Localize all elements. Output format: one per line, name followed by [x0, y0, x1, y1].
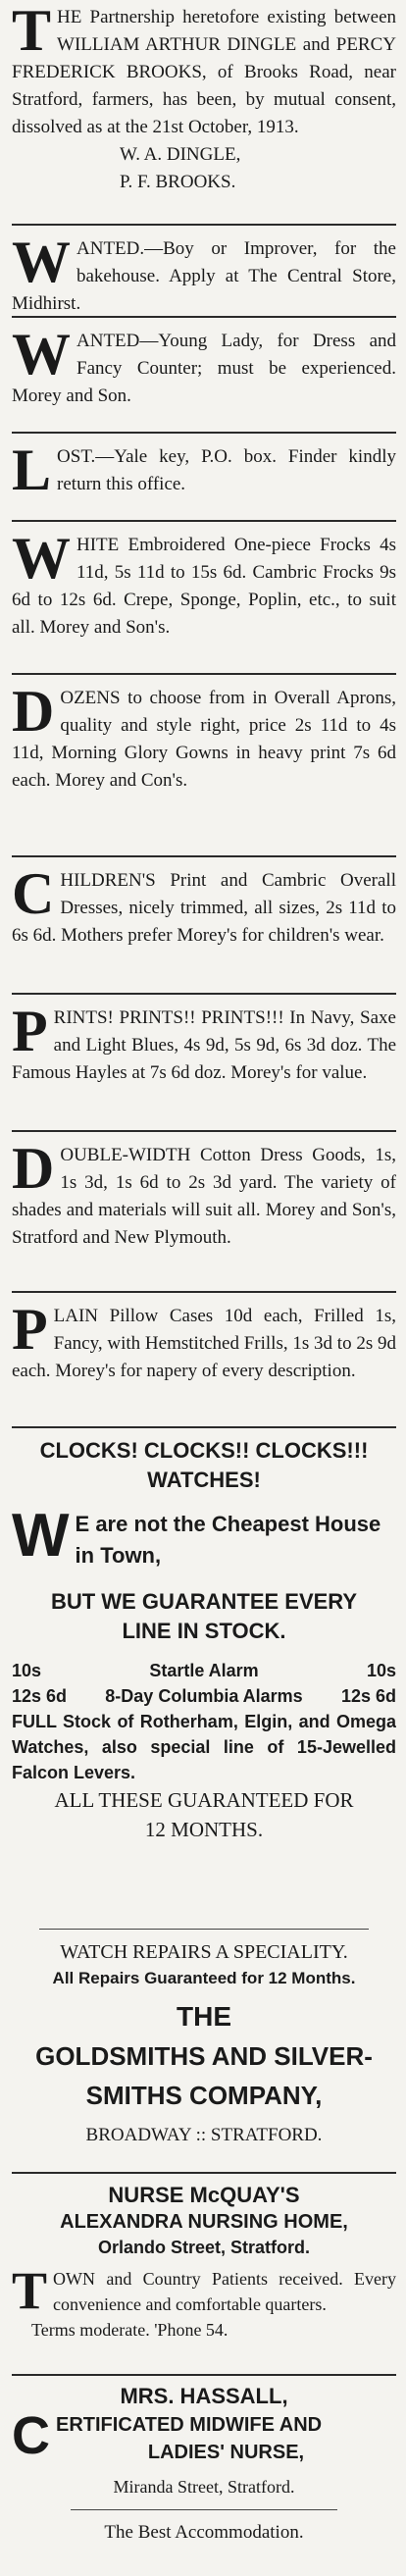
pillow-cases-text: PLAIN Pillow Cases 10d each, Frilled 1s, Fancy, with Hemstitched Frills, 1s 3d to 2s 9d each. Morey's for napery of every description.	[12, 1303, 396, 1381]
columbia-label: 8-Day Columbia Alarms	[105, 1686, 303, 1706]
columbia-price-right: 12s 6d	[340, 1686, 396, 1706]
startle-price-right: 10s	[366, 1661, 396, 1680]
drop-cap: T	[12, 2261, 48, 2320]
drop-cap: W	[12, 532, 71, 591]
drop-cap: W	[12, 328, 71, 386]
goldsmiths-ad	[12, 1938, 396, 2150]
the-label: THE	[177, 2001, 231, 2032]
divider	[12, 2374, 396, 2376]
all-guaranteed-2: 12 MONTHS.	[144, 1818, 264, 1841]
clocks-headline: CLOCKS! CLOCKS!! CLOCKS!!!	[39, 1438, 369, 1463]
hassall-name: MRS. HASSALL,	[120, 2384, 288, 2408]
divider	[12, 855, 396, 857]
drop-cap: W	[12, 235, 71, 294]
drop-cap: D	[12, 1142, 55, 1201]
partnership-notice	[12, 4, 396, 196]
all-guaranteed-1: ALL THESE GUARANTEED FOR	[54, 1788, 354, 1812]
lost-text: LOST.—Yale key, P.O. box. Finder kindly return this office.	[12, 443, 396, 498]
prints-ad	[12, 1005, 396, 1087]
columbia-alarm-row	[12, 1683, 396, 1709]
double-width-text: DOUBLE-WIDTH Cotton Dress Goods, 1s, 1s 3d, 1s 6d to 2s 3d yard. The variety of shades and materials will suit all. Morey and Son's, Stratford and New Plymouth.	[12, 1142, 396, 1248]
wanted-lady-ad	[12, 328, 396, 410]
drop-cap: T	[12, 4, 52, 63]
divider	[12, 673, 396, 675]
divider	[12, 1426, 396, 1428]
divider	[12, 993, 396, 995]
drop-cap: D	[12, 685, 55, 744]
hassall-ad	[12, 2382, 396, 2546]
company-address: BROADWAY :: STRATFORD.	[85, 2125, 323, 2145]
wanted-lady-text: WANTED—Young Lady, for Dress and Fancy Counter; must be experienced. Morey and Son.	[12, 328, 396, 406]
startle-label: Startle Alarm	[149, 1661, 259, 1680]
nurse-street: Orlando Street, Stratford.	[97, 2238, 311, 2257]
pillow-cases-ad	[12, 1303, 396, 1385]
watch-repairs-text: WATCH REPAIRS A SPECIALITY.	[60, 1941, 348, 1963]
drop-cap: W	[12, 1502, 70, 1570]
full-stock-text: FULL Stock of Rotherham, Elgin, and Omega Watches, also special line of 15-Jewelled Falcon Levers.	[12, 1712, 396, 1782]
hassall-title: CERTIFICATED MIDWIFE AND LADIES' NURSE,	[12, 2406, 323, 2465]
drop-cap: P	[12, 1303, 48, 1362]
divider	[12, 1130, 396, 1132]
dozens-ad	[12, 685, 396, 795]
watches-headline: WATCHES!	[147, 1468, 261, 1492]
guarantee-line-1: BUT WE GUARANTEE EVERY	[50, 1589, 358, 1614]
clocks-ad	[12, 1436, 396, 1844]
nurse-mcquay-ad	[12, 2182, 396, 2343]
drop-cap: C	[12, 867, 55, 926]
nurse-text: TOWN and Country Patients received. Every convenience and comfortable quarters.	[12, 2261, 396, 2320]
double-width-ad	[12, 1142, 396, 1252]
startle-price-left: 10s	[12, 1661, 42, 1680]
white-frocks-text: WHITE Embroidered One-piece Frocks 4s 11d, 5s 11d to 15s 6d. Cambric Frocks 9s 6d to 12s 6d. Crepe, Sponge, Poplin, etc., to suit all. Morey and Son's.	[12, 532, 396, 638]
childrens-text: CHILDREN'S Print and Cambric Overall Dresses, nicely trimmed, all sizes, 2s 11d to 6s 6d. Mothers prefer Morey's for children's wear.	[12, 867, 396, 946]
not-cheapest-text: W E are not the Cheapest House in Town,	[12, 1502, 381, 1570]
startle-alarm-row	[12, 1658, 396, 1683]
columbia-price-left: 12s 6d	[12, 1686, 68, 1706]
divider	[12, 1291, 396, 1293]
nurse-terms: Terms moderate. 'Phone 54.	[31, 2320, 228, 2340]
drop-cap: C	[12, 2406, 50, 2465]
signature-dingle: W. A. DINGLE,	[120, 144, 241, 165]
hassall-street: Miranda Street, Stratford.	[113, 2477, 295, 2497]
best-accommodation: The Best Accommodation.	[104, 2522, 304, 2543]
wanted-boy-ad	[12, 235, 396, 318]
nursing-home-name: ALEXANDRA NURSING HOME,	[60, 2211, 348, 2233]
dozens-text: DOZENS to choose from in Overall Aprons, quality and style right, price 2s 11d to 4s 11d, Morning Glory Gowns in heavy print 7s 6d each. Morey and Con's.	[12, 685, 396, 791]
prints-text: PRINTS! PRINTS!! PRINTS!!! In Navy, Saxe and Light Blues, 4s 9d, 5s 9d, 6s 3d doz. The Famous Hayles at 7s 6d doz. Morey's for value.	[12, 1005, 396, 1083]
childrens-ad	[12, 867, 396, 950]
divider	[39, 1929, 369, 1930]
divider	[12, 520, 396, 522]
all-repairs-text: All Repairs Guaranteed for 12 Months.	[52, 1969, 356, 1987]
nurse-name: NURSE McQUAY'S	[108, 2183, 300, 2207]
divider	[12, 224, 396, 226]
company-name-2: SMITHS COMPANY,	[85, 2081, 323, 2110]
divider	[12, 432, 396, 434]
partnership-text: THE Partnership heretofore existing between WILLIAM ARTHUR DINGLE and PERCY FREDERICK BROOKS, of Brooks Road, near Stratford, farmers, has been, by mutual consent, dissolved as at the 21st October, 1913.	[12, 4, 396, 137]
white-frocks-ad	[12, 532, 396, 642]
guarantee-line-2: LINE IN STOCK.	[122, 1619, 286, 1643]
divider	[12, 316, 396, 318]
drop-cap: P	[12, 1005, 48, 1063]
drop-cap: L	[12, 443, 52, 498]
company-name-1: GOLDSMITHS AND SILVER-	[35, 2041, 373, 2071]
signature-brooks: P. F. BROOKS.	[120, 172, 236, 192]
lost-notice	[12, 443, 396, 498]
divider	[12, 2172, 396, 2174]
wanted-boy-text: WANTED.—Boy or Improver, for the bakehouse. Apply at The Central Store, Midhirst.	[12, 235, 396, 314]
